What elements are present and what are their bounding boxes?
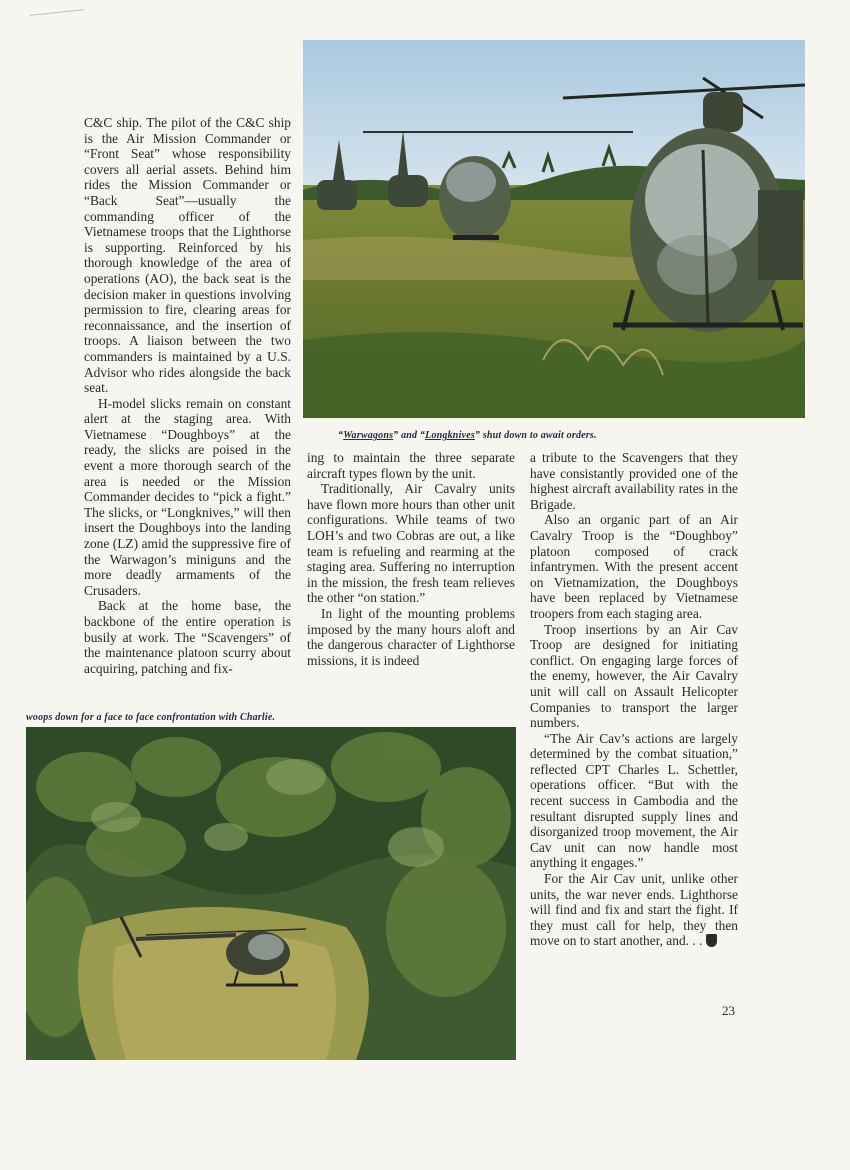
article-column-3 [530,450,738,949]
caption-open-quote: “ [338,430,344,441]
page-number: 23 [722,1003,735,1018]
paragraph [530,871,738,949]
paragraph: Traditionally, Air Cavalry units have flown more hours than other unit configurations. While teams of two LOH’s and two Cobras are out, a like team is refueling and rearming at the staging area. Suffering no interruption in the mission, the fresh team relieves the other “on station.” [307,481,515,606]
caption-longknives: Longknives [425,430,475,441]
paragraph: a tribute to the Scavengers that they have consistantly provided one of the highest aircraft availability rates in the Brigade. [530,450,738,512]
bottom-photo-caption: woops down for a face to face confrontation with Charlie. [26,712,276,723]
top-photo-caption [338,430,597,441]
paragraph: “The Air Cav’s actions are largely determined by the combat situation,” reflected CPT Charles L. Schettler, operations officer. “But with the recent success in Cambodia and the resultant disrupted supply lines and disorganized troop movement, the Air Cav unit can now handle most anything it engages.” [530,730,738,871]
paragraph: C&C ship. The pilot of the C&C ship is the Air Mission Commander or “Front Seat” whose responsibility covers all aerial assets. Behind him rides the Mission Commander or “Back Seat”—usually the commanding officer of the Vietnamese troops that the Lighthorse is supporting. Reinforced by his thorough knowledge of the area of operations (AO), the back seat is the decision maker in questions involving permission to fire, clearing areas for reconnaissance, and the insertion of troops. A liaison between the two commanders is maintained by a U.S. Advisor who rides alongside the back seat. [84,115,291,396]
helicopter-jungle-photo [26,727,516,1060]
caption-rest: ” shut down to await orders. [474,430,597,441]
article-column-1 [84,115,291,676]
caption-warwagons: Warwagons [343,430,394,441]
scan-mark [30,9,85,20]
article-column-2 [307,450,515,668]
caption-mid: ” and “ [393,430,426,441]
paragraph: Also an organic part of an Air Cavalry Troop is the “Doughboy” platoon composed of crack infantrymen. With the present accent on Vietnamization, the Doughboys have been replaced by Vietnamese troopers from each staging area. [530,512,738,621]
paragraph: H-model slicks remain on constant alert at the staging area. With Vietnamese “Doughboys” at the ready, the slicks are poised in the event a more thorough search of the area is needed or the Mission Commander decides to “pick a fight.” The slicks, or “Longknives,” will then insert the Doughboys into the landing zone (LZ) amid the suppressive fire of the Warwagon’s miniguns and the more deadly armaments of the Crusaders. [84,395,291,598]
closing-text: For the Air Cav unit, unlike other units, the war never ends. Lighthorse will find and fix and start the fight. If they must call for help, they then move on to start another, and. . . [530,871,738,949]
paragraph: Troop insertions by an Air Cav Troop are designed for initiating conflict. On engaging large forces of the enemy, however, the Air Cavalry unit will call on Assault Helicopter Companies to transport the larger numbers. [530,621,738,731]
paragraph: Back at the home base, the backbone of the entire operation is busily at work. The “Scavengers” of the maintenance platoon scurry about acquiring, patching and fix- [84,598,291,676]
paragraph: In light of the mounting problems imposed by the many hours aloft and the dangerous character of Lighthorse missions, it is indeed [307,605,515,668]
paragraph: ing to maintain the three separate aircraft types flown by the unit. [307,450,515,481]
helicopters-field-photo [303,40,805,418]
shield-end-mark-icon [706,934,717,947]
